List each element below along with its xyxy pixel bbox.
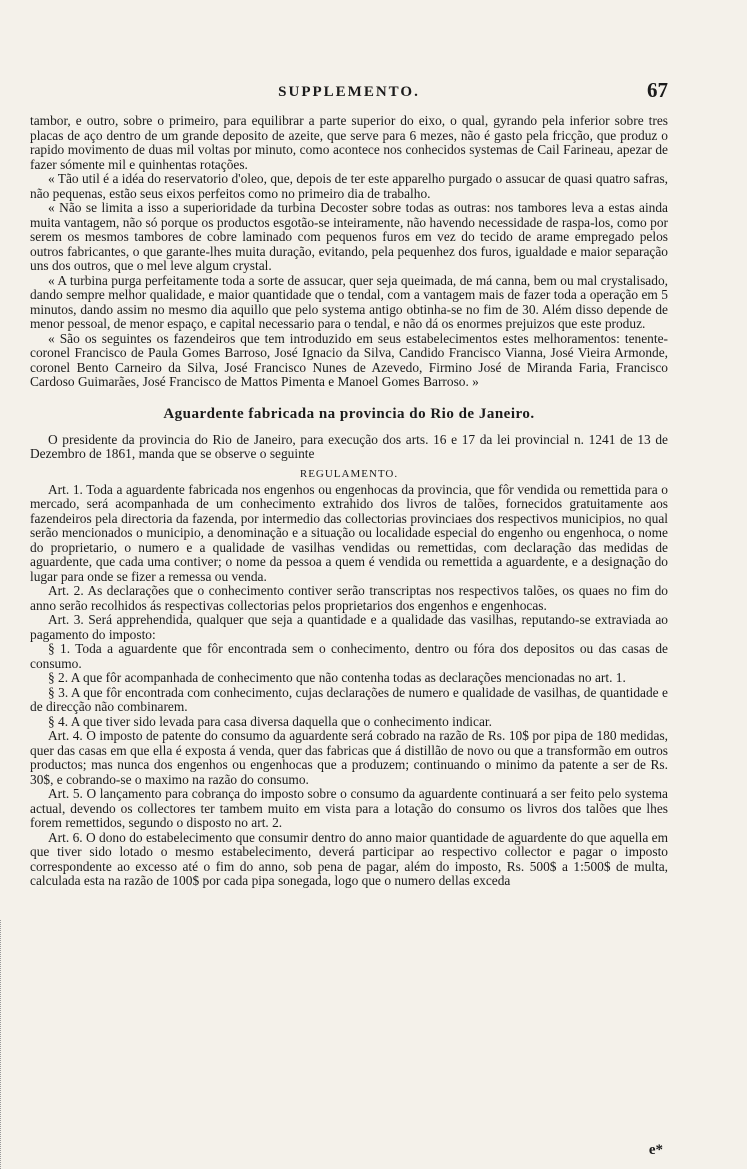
article: Art. 6. O dono do estabelecimento que consumir dentro do anno maior quantidade de aguardente do que aquella em que tiver sido lotado o mesmo estabelecimento, deverá participar ao respectivo collector e pagar o imposto correspondente ao excesso até o fim do anno, sob pena de pagar, além do imposto, Rs. 500$ a 1:500$ de multa, calculada esta na razão de 100$ por cada pipa sonegada, logo que o numero dellas exceda bbox=[30, 829, 668, 888]
paragraph: tambor, e outro, sobre o primeiro, para equilibrar a parte superior do eixo, o qual, gyrando pela inferior sobre tres placas de aço dentro de um grande deposito de azeite, que serve para 6 mezes, não é gasto pela fricção, que produz o rapido movimento de duas mil voltas por minuto, como acontece nos conhecidos systemas de Cail Farineau, apezar de fazer sómente mil e quinhentas rotações. bbox=[30, 113, 668, 172]
paragraph: « Tão util é a idéa do reservatorio d'oleo, que, depois de ter este apparelho purgado o assucar de quasi quatro safras, não pequenas, estão seus eixos perfeitos como no primeiro dia de trabalho. bbox=[30, 171, 668, 201]
article: Art. 3. Será apprehendida, qualquer que seja a quantidade e a qualidade das vasilhas, reputando-se extraviada ao pagamento do imposto: bbox=[30, 612, 668, 642]
running-head: SUPPLEMENTO. bbox=[278, 84, 420, 100]
paragraph: « Não se limita a isso a superioridade da turbina Decoster sobre todas as outras: nos tambores leva a estas ainda muita vantagem, não só porque os productos esgotão-se inteiramente, não havendo necessidade de raspa-los, como por serem os mesmos tambores de cobre laminado com pequenos furos em vez do tecido de arame empregado pelos outros fabricantes, o que garante-lhes muita duração, evitando, pela pequenhez dos furos, igualdade e maior separação uns dos outros, que o mel leve algum crystal. bbox=[30, 200, 668, 273]
article-paragraph: § 3. A que fôr encontrada com conhecimento, cujas declarações de numero e qualidade de vasilhas, de quantidade e de direcção não combinarem. bbox=[30, 684, 668, 714]
page-header bbox=[30, 74, 668, 114]
article: Art. 5. O lançamento para cobrança do imposto sobre o consumo da aguardente continuará a ser feito pelo systema actual, devendo os collectores ter tambem muito em vista para a lotação do consumo os livros dos talões que lhes forem remettidos, segundo o disposto no art. 2. bbox=[30, 786, 668, 830]
article-paragraph: § 2. A que fôr acompanhada de conhecimento que não contenha todas as declarações mencionadas no art. 1. bbox=[48, 670, 626, 685]
article: Art. 1. Toda a aguardente fabricada nos engenhos ou engenhocas da provincia, que fôr vendida ou remettida para o mercado, será acompanhada de um conhecimento extrahido dos livros de talões, fornecidos gratuitamente aos fazendeiros pela directoria da fazenda, por intermedio das collectorias provinciaes dos respectivos municipios, no qual serão mencionados o municipio, a denominação e a situação ou localidade especial do engenho ou engenhoca, o nome do proprietario, o numero e a qualidade de vasilhas vendidas ou remettidas, com declaração das medidas de aguardente, que cada uma contiver; o nome da pessoa a quem é vendida ou remettida a aguardente, e a designação do lugar para onde se fizer a remessa ou venda. bbox=[30, 481, 668, 584]
page-edge-dots bbox=[0, 920, 3, 1169]
page-number: 67 bbox=[647, 78, 668, 102]
article: Art. 4. O imposto de patente do consumo da aguardente será cobrado na razão de Rs. 10$ por pipa de 180 medidas, quer das casas em que ella é exposta á venda, quer das fabricas que á distillão de novo ou que a transformão em outros productos; mas nunca dos engenhos ou engenhocas que a produzem; continuando o minimo da patente a ser de Rs. 30$, e cobrando-se o maximo na razão do consumo. bbox=[30, 728, 668, 787]
section-title: Aguardente fabricada na provincia do Rio de Janeiro. bbox=[163, 405, 535, 422]
section-intro: O presidente da provincia do Rio de Janeiro, para execução dos arts. 16 e 17 da lei provincial n. 1241 de 13 de Dezembro de 1861, manda que se observe o seguinte bbox=[30, 431, 668, 461]
regulation-heading: REGULAMENTO. bbox=[299, 467, 399, 480]
paragraph: « São os seguintes os fazendeiros que tem introduzido em seus estabelecimentos estes melhoramentos: tenente-coronel Francisco de Paula Gomes Barroso, José Ignacio da Silva, Candido Francisco Vianna, José Vieira Armonde, coronel Bento Carneiro da Silva, José Francisco Nunes de Azevedo, Firmino José de Miranda Faria, Francisco Cardoso Guimarães, José Francisco de Mattos Pimenta e Manoel Gomes Barroso. » bbox=[30, 330, 668, 389]
top-text-block bbox=[30, 114, 668, 390]
paragraph: « A turbina purga perfeitamente toda a sorte de assucar, quer seja queimada, de má canna, bem ou mal crystalisado, dando sempre melhor qualidade, e maior quantidade que o tendal, com a vantagem mais de fazer toda a operação em 5 minutos, dando assim no mesmo dia aquillo que pelo systema antigo obtinha-se no fim de 30. Além disso depende de menor pessoal, de menor espaço, e capital necessario para o tendal, e não dá os enormes prejuizos que este produz. bbox=[30, 272, 668, 331]
article: Art. 2. As declarações que o conhecimento contiver serão transcriptas nos respectivos talões, os quaes no fim do anno serão recolhidos ás respectivas collectorias pelos proprietarios dos engenhos e engenhocas. bbox=[30, 583, 668, 613]
articles-list bbox=[30, 483, 668, 889]
signature-mark: e* bbox=[648, 1142, 663, 1158]
document-page bbox=[30, 74, 668, 889]
article-paragraph: § 4. A que tiver sido levada para casa diversa daquella que o conhecimento indicar. bbox=[48, 713, 492, 729]
article-paragraph: § 1. Toda a aguardente que fôr encontrada sem o conhecimento, dentro ou fóra dos depositos ou das casas de consumo. bbox=[30, 641, 668, 671]
